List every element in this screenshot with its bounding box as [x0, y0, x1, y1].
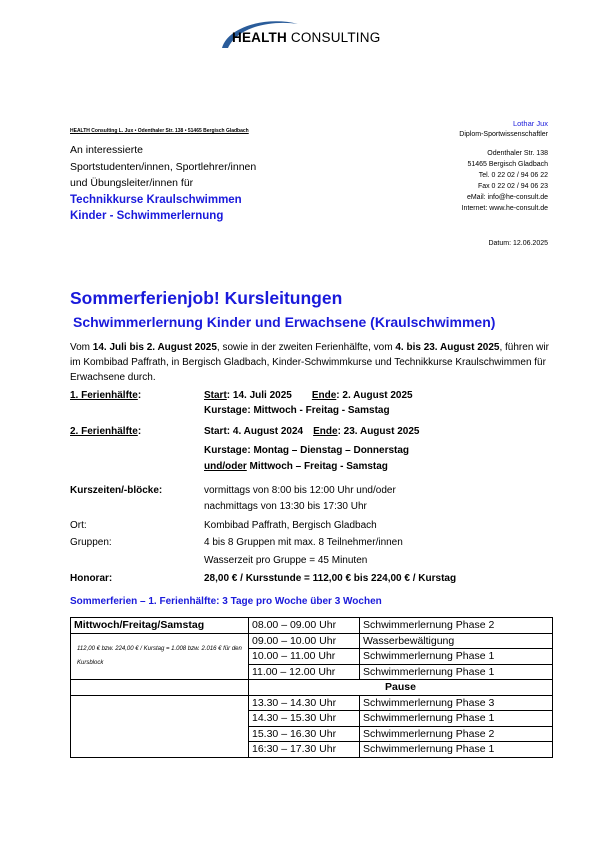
topic-cell: Schwimmerlernung Phase 1 [360, 649, 553, 665]
groups-label: Gruppen: [70, 537, 112, 548]
recipient-block [70, 142, 256, 225]
contact-title: Diplom-Sportwissenschaftler [459, 131, 548, 138]
letter-date: Datum: 12.06.2025 [488, 240, 548, 247]
topic-cell: Wasserbewältigung [360, 633, 553, 649]
time-cell: 08.00 – 09.00 Uhr [249, 618, 360, 634]
contact-internet[interactable]: Internet: www.he-consult.de [461, 205, 548, 212]
half2-days: Kurstage: Montag – Dienstag – Donnerstag [204, 445, 410, 456]
schedule-title: Sommerferien – 1. Ferienhälfte: 3 Tage pro Woche über 3 Wochen [70, 596, 382, 607]
half2-dates: Start: 4. August 2024 Ende: 23. August 2025 [204, 426, 420, 437]
recipient-course: Technikkurse Kraulschwimmen [70, 193, 242, 206]
contact-block [459, 118, 548, 214]
time-cell: 11.00 – 12.00 Uhr [249, 664, 360, 680]
place-label: Ort: [70, 520, 87, 531]
contact-email[interactable]: eMail: info@he-consult.de [466, 194, 548, 201]
table-row [71, 618, 553, 634]
schedule-table [70, 617, 553, 758]
groups-line: Wasserzeit pro Gruppe = 45 Minuten [204, 555, 368, 566]
times-line: nachmittags von 13:30 bis 17:30 Uhr [204, 501, 367, 512]
pause-row: Pause [249, 680, 553, 696]
table-row [71, 633, 553, 649]
time-cell: 10.00 – 11.00 Uhr [249, 649, 360, 665]
time-cell: 14.30 – 15.30 Uhr [249, 711, 360, 727]
half2-label: 2. Ferienhälfte: [70, 426, 142, 437]
recipient-course: Kinder - Schwimmerlernung [70, 210, 224, 222]
half1-label: 1. Ferienhälfte: [70, 390, 142, 401]
groups-line: 4 bis 8 Gruppen mit max. 8 Teilnehmer/innen [204, 537, 403, 548]
half2-alt-days: und/oder Mittwoch – Freitag - Samstag [204, 461, 388, 472]
recipient-line: An interessierte [70, 144, 143, 156]
contact-fax: Fax 0 22 02 / 94 06 23 [477, 183, 548, 190]
place-value: Kombibad Paffrath, Bergisch Gladbach [204, 520, 377, 531]
topic-cell: Schwimmerlernung Phase 1 [360, 664, 553, 680]
half1-days: Kurstage: Mittwoch - Freitag - Samstag [204, 405, 390, 416]
fee-label: Honorar: [70, 573, 113, 584]
sender-line: HEALTH Consulting L. Jux • Odenthaler Str. 138 • 51465 Bergisch Gladbach [70, 128, 249, 134]
intro-paragraph: Vom 14. Juli bis 2. August 2025, sowie in der zweiten Ferienhälfte, vom 4. bis 23. August 2025, führen wir im Kombibad Paffrath, in Bergisch Gladbach, Kinder-Schwimmkurse und Technikkurse Kraulschwimmen für Erwachsene durch. [70, 342, 549, 383]
schedule-head: Mittwoch/Freitag/Samstag [71, 618, 249, 634]
fee-value: 28,00 € / Kursstunde = 112,00 € bis 224,00 € / Kurstag [204, 573, 457, 584]
subheadline: Schwimmerlernung Kinder und Erwachsene (Kraulschwimmen) [73, 314, 496, 330]
table-row [71, 695, 553, 711]
empty-cell [71, 695, 249, 757]
contact-city: 51465 Bergisch Gladbach [467, 161, 548, 168]
times-label: Kurszeiten/-blöcke: [70, 485, 163, 496]
headline: Sommerferienjob! Kursleitungen [70, 288, 343, 308]
topic-cell: Schwimmerlernung Phase 2 [360, 726, 553, 742]
times-line: vormittags von 8:00 bis 12:00 Uhr und/oder [204, 485, 396, 496]
contact-street: Odenthaler Str. 138 [487, 150, 548, 157]
recipient-line: Sportstudenten/innen, Sportlehrer/innen [70, 160, 257, 173]
empty-cell [71, 680, 249, 696]
contact-name: Lothar Jux [512, 119, 548, 128]
topic-cell: Schwimmerlernung Phase 1 [360, 711, 553, 727]
intro-date-1: 14. Juli bis 2. August 2025 [92, 342, 217, 353]
logo-text: HEALTH CONSULTING [232, 30, 381, 45]
time-cell: 15.30 – 16.30 Uhr [249, 726, 360, 742]
half1-dates: Start: 14. Juli 2025 Ende: 2. August 2025 [204, 390, 413, 401]
topic-cell: Schwimmerlernung Phase 3 [360, 695, 553, 711]
recipient-line: und Übungsleiter/innen für [70, 177, 194, 189]
intro-date-2: 4. bis 23. August 2025 [395, 342, 500, 353]
time-cell: 09.00 – 10.00 Uhr [249, 633, 360, 649]
contact-tel: Tel. 0 22 02 / 94 06 22 [478, 172, 548, 179]
time-cell: 16:30 – 17.30 Uhr [249, 742, 360, 758]
table-row [71, 680, 553, 696]
topic-cell: Schwimmerlernung Phase 2 [360, 618, 553, 634]
time-cell: 13.30 – 14.30 Uhr [249, 695, 360, 711]
topic-cell: Schwimmerlernung Phase 1 [360, 742, 553, 758]
logo [218, 18, 398, 58]
fee-note: 112,00 € bzw. 224,00 € / Kurstag = 1.008 bzw. 2.016 € für den Kursblock [71, 633, 249, 680]
